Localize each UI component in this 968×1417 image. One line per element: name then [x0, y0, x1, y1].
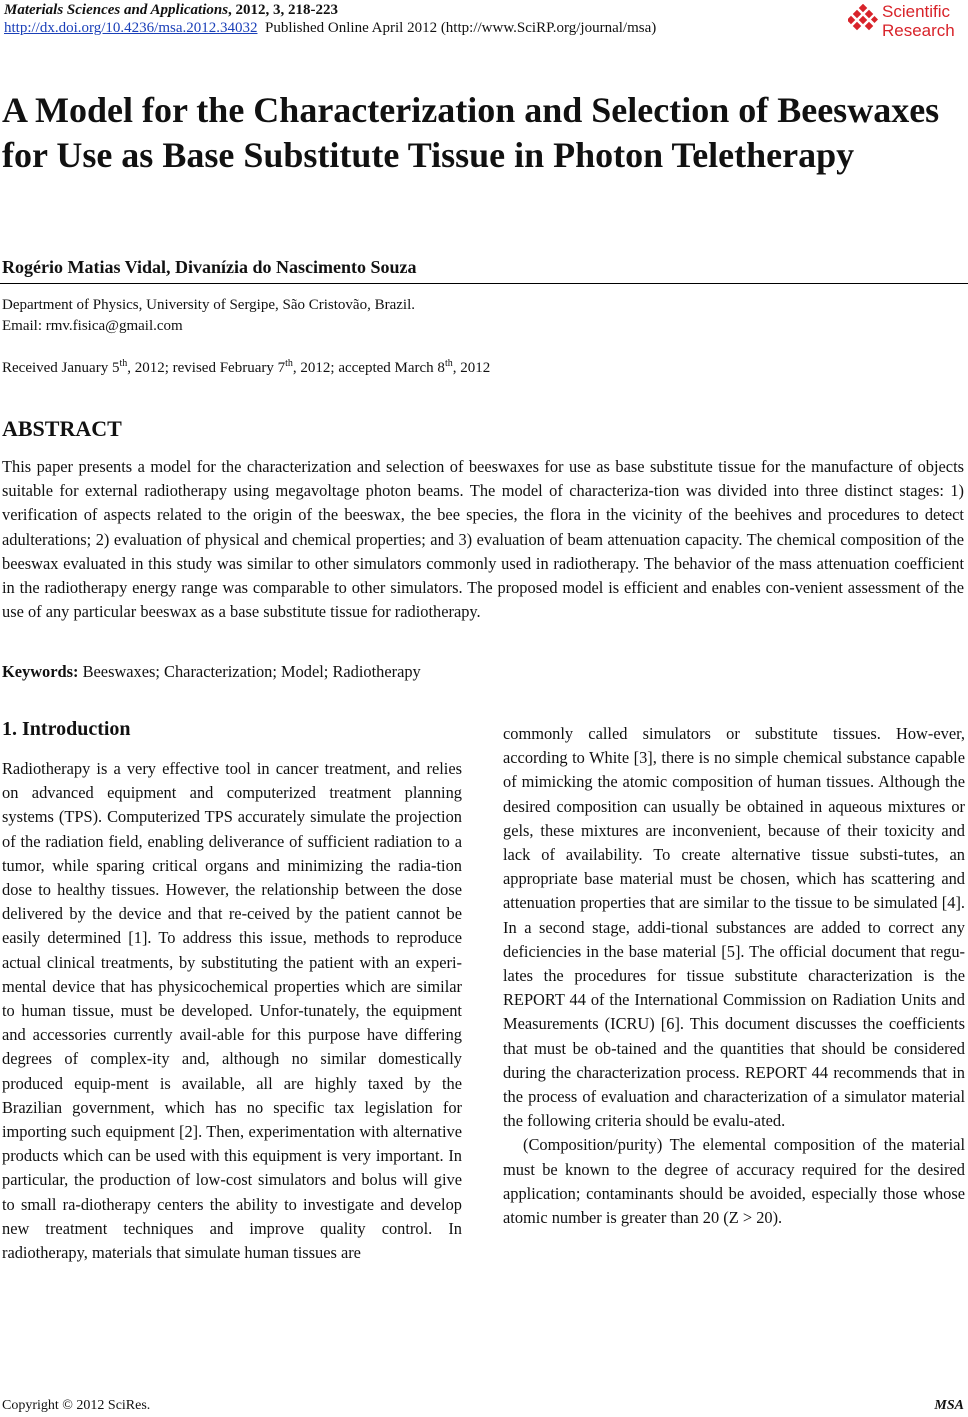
keywords-label: Keywords: [2, 662, 79, 681]
affiliation: Department of Physics, University of Sergipe, São Cristovão, Brazil. [2, 297, 415, 313]
ordinal-suffix: th [119, 358, 128, 369]
published-info: Published Online April 2012 (http://www.SciRP.org/journal/msa) [264, 20, 657, 36]
copyright-footer: Copyright © 2012 SciRes. [2, 1398, 151, 1413]
journal-abbrev-footer: MSA [934, 1398, 964, 1413]
keywords [2, 662, 421, 682]
journal-name: Materials Sciences and Applications [4, 2, 229, 18]
revised-date: , 2012; revised February 7 [127, 360, 286, 376]
author-list: Rogério Matias Vidal, Divanízia do Nascimento Souza [2, 257, 417, 277]
received-dates [2, 360, 490, 377]
email: Email: rmv.fisica@gmail.com [2, 318, 183, 334]
right-column-paragraph-1: commonly called simulators or substitute tissues. How-ever, according to White [3], there is no simple chemical substance capable of mimicking the atomic composition of human tissues. Although the desired composition can usually be obtained in aqueous mixtures or gels, these mixtures are inconvenient, because of their toxicity and lack of availability. To create alternative tissue substi-tutes, an appropriate base material must be chosen, which has scattering and attenuation properties that are similar to the tissue to be simulated [4]. In a second stage, addi-tional substances are added to correct any deficiencies in the base material [5]. The official document that regu-lates the procedures for tissue substitute characterization is the REPORT 44 of the International Commission on Radiation Units and Measurements (ICRU) [6]. This document discusses the coefficients that must be ob-tained and the quantities that should be considered during the characterization process. REPORT 44 recommends that in the process of evaluation and characterization of a simulator material the following criteria should be evalu-ated. [503, 724, 965, 1131]
accepted-date: , 2012; accepted March 8 [292, 360, 445, 376]
logo-wordmark [882, 2, 968, 40]
header-divider [0, 283, 968, 284]
section-heading: 1. Introduction [2, 718, 131, 740]
publisher-logo [848, 2, 966, 44]
citation-info: , 2012, 3, 218-223 [228, 2, 339, 18]
ordinal-suffix: th [444, 358, 453, 369]
ordinal-suffix: th [285, 358, 293, 369]
received-date: Received January 5 [2, 360, 120, 376]
journal-citation [4, 2, 338, 19]
left-column-text: Radiotherapy is a very effective tool in cancer treatment, and relies on advanced equipment and computerized treatment planning systems (TPS). Computerized TPS accurately simulate the projection of the radiation field, enabling deliverance of sufficient radiation to a tumor, while sparing critical organs and minimizing the radia-tion dose to healthy tissues. However, the relationship between the dose delivered by the device and that re-ceived by the patient cannot be easily determined [1]. To address this issue, methods to reproduce actual clinical treatments, by substituting the patient with an experi-mental device that has physicochemical properties which are similar to human tissue, must be developed. Unfor-tunately, the equipment and accessories currently avail-able for this purpose have differing degrees of complex-ity and, although no similar domestically produced equip-ment is available, all are highly taxed by the Brazilian government, which has no specific tax legislation for importing such equipment [2]. Then, experimentation with alternative products which can be used with this equipment is very important. In particular, the production of low-cost simulators and bolus will give to small ra-diotherapy centers the ability to investigate and develop new treatment techniques and improve quality control. In radiotherapy, materials that simulate human tissues are [2, 759, 462, 1263]
logo-line-2: Research [882, 21, 955, 40]
paper-title: A Model for the Characterization and Selection of Beeswaxes for Use as Base Substitute Tissue in Photon Teletherapy [2, 90, 940, 175]
doi-link[interactable]: http://dx.doi.org/10.4236/msa.2012.34032 [4, 20, 258, 36]
right-column-paragraph-2: (Composition/purity) The elemental composition of the material must be known to the degree of accuracy required for the desired application; contaminants should be avoided, especially those whose atomic number is greater than 20 (Z > 20). [503, 1135, 965, 1228]
right-column [503, 722, 965, 1230]
keywords-list: Beeswaxes; Characterization; Model; Radiotherapy [78, 662, 421, 681]
abstract-text: This paper presents a model for the characterization and selection of beeswaxes for use as base substitute tissue for the manufacture of objects suitable for external radiotherapy using megavoltage photon beams. The model of characteriza-tion was divided into three distinct stages: 1) verification of aspects related to the origin of the beeswax, the bee species, the flora in the vicinity of the beehives and procedures to detect adulterations; 2) evaluation of physical and chemical properties; and 3) evaluation of beam attenuation capacity. The chemical composition of the beeswax evaluated in this study was similar to other simulators commonly used in radiotherapy. The behavior of the mass attenuation coefficient in the radiotherapy energy range was comparable to other simulators. The proposed model is efficient and enables con-venient assessment of the use of any particular beeswax as a base substitute tissue for radiotherapy. [2, 457, 964, 622]
accepted-year: , 2012 [452, 360, 491, 376]
doi-line [4, 20, 656, 37]
scientific-research-logo-icon [848, 4, 878, 34]
logo-line-1: Scientific [882, 2, 951, 21]
abstract-heading: ABSTRACT [2, 416, 122, 441]
